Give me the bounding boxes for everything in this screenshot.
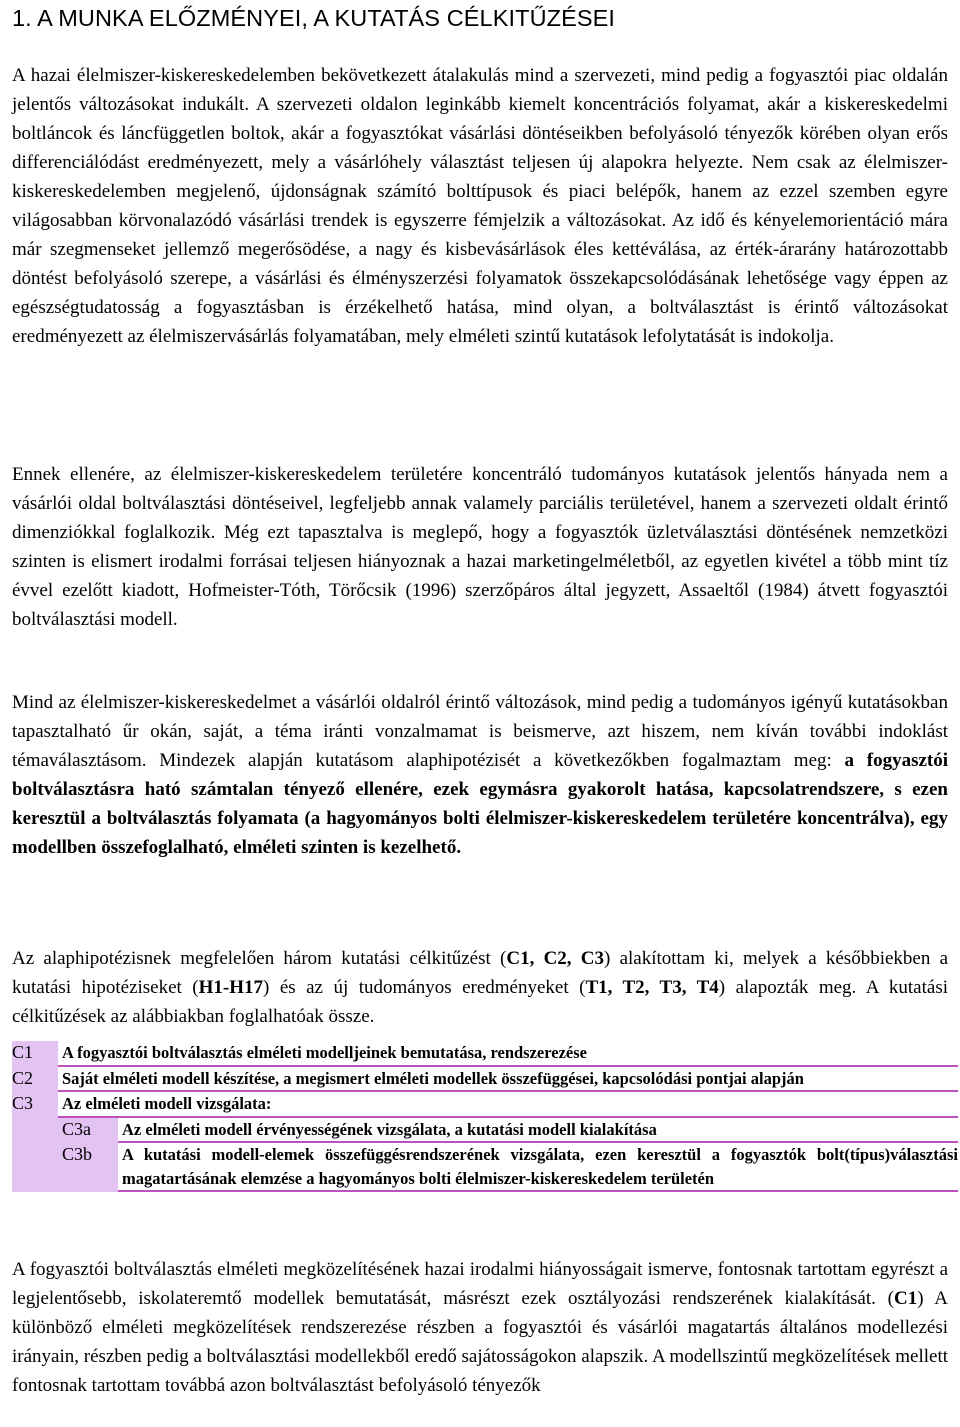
p4-code-c1: C1 <box>506 948 530 969</box>
chapter-heading: 1. A MUNKA ELŐZMÉNYEI, A KUTATÁS CÉLKITŰZÉSEI <box>12 5 616 31</box>
objective-text: A fogyasztói boltválasztás elméleti modelljeinek bemutatása, rendszerezése <box>58 1041 958 1067</box>
base-hypothesis: a fogyasztói boltválasztásra ható számtalan tényező ellenére, ezek egymásra gyakorolt hatása, kapcsolatrendszere, s ezen keresztül a boltválasztás folyamata (a hagyományos bolti élelmiszer-kiskereskedelem területére koncentrálva), egy modellben összefoglalható, elméleti szinten is kezelhető. <box>12 750 948 858</box>
paragraph-3-text: Mind az élelmiszer-kiskereskedelmet a vásárlói oldalról érintő változások, mind pedig a tudományos igényű kutatásokban tapasztalható űr okán, saját, a téma iránti vonzalmamat is beismerve, azt hiszem, nem kíván további indoklást témaválasztásom. Mindezek alapján kutatásom alaphipotézisét a következőkben fogalmaztam meg: <box>12 692 948 771</box>
paragraph-5 <box>12 1255 948 1400</box>
objective-code: C1 <box>12 1041 58 1067</box>
p4-text-3: ) és az új tudományos eredményeket ( <box>263 977 586 998</box>
paragraph-1: A hazai élelmiszer-kiskereskedelemben bekövetkezett átalakulás mind a szervezeti, mind pedig a fogyasztói piac oldalán jelentős változásokat indukált. A szervezeti oldalon leginkább kiemelt koncentrációs folyamat, akár a kiskereskedelmi boltláncok és láncfüggetlen boltok, akár a fogyasztókat vásárlási döntéseikben befolyásoló tényezők körében olyan erős differenciálódást eredményezett, mely a vásárlóhely választást teljesen új alapokra helyezte. Nem csak az élelmiszer-kiskereskedelemben megjelenő, újdonságnak számító bolttípusok és piaci belépők, hanem az ezzel szemben egyre világosabban körvonalazódó vásárlási trendek is egyszerre fémjelzik a változásokat. Az idő és kényelemorientáció mára már szegmenseket jellemző megerősödése, a nagy és kisbevásárlások éles kettéválása, az érték-árarány határozottabb döntést befolyásoló szerepe, a vásárlási és élményszerzési folyamatok összekapcsolódásának lehetősége vagy éppen az egészségtudatosság a fogyasztásban is érzékelhető hatása, mind olyan, a boltválasztást is érintő változásokat eredményezett az élelmiszervásárlás folyamatában, mely elméleti szintű kutatások lefolytatását is indokolja. <box>12 65 948 347</box>
p4-code-c3: C3 <box>580 948 605 969</box>
objective-row-c3 <box>12 1092 958 1192</box>
p5-text-2: ) A különböző elméleti megközelítések rendszerezése részben a fogyasztói és vásárlói magatartás általános modellezési irányain, részben pedig a boltválasztási modellekből eredő sajátosságokon alapszik. A modellszintű megközelítések mellett fontosnak tartottam továbbá azon boltválasztást befolyásoló tényezők <box>12 1288 949 1396</box>
p4-hypotheses: H1-H17 <box>198 977 264 998</box>
sub-objective-text: Az elméleti modell érvényességének vizsgálata, a kutatási modell kialakítása <box>118 1118 958 1144</box>
p4-results-codes: T1, T2, T3, T4 <box>585 977 719 998</box>
objective-c3-content <box>58 1092 958 1192</box>
p4-sep-1: , <box>529 948 544 969</box>
objective-code: C2 <box>12 1067 58 1093</box>
sub-objective-text: A kutatási modell-elemek összefüggésrendszerének vizsgálata, ezen keresztül a fogyasztók bolt(típus)választási magatartásának elemzése a hagyományos bolti élelmiszer-kiskereskedelem területén <box>118 1143 958 1192</box>
objectives-table <box>12 1041 958 1192</box>
objective-row-c3a <box>58 1118 958 1144</box>
p4-text-1: Az alaphipotézisnek megfelelően három kutatási célkitűzést ( <box>12 948 507 969</box>
sub-objective-code: C3b <box>58 1143 118 1192</box>
p4-code-c2: C2 <box>543 948 567 969</box>
objective-row-c2 <box>12 1067 958 1093</box>
p4-text-2: ) alakítottam ki, melyek a későbbiekben a kutatási hipotéziseket ( <box>12 948 949 998</box>
p5-code-c1: C1 <box>894 1288 918 1309</box>
paragraph-4 <box>12 944 948 1031</box>
paragraph-2: Ennek ellenére, az élelmiszer-kiskereskedelem területére koncentráló tudományos kutatások jelentős hányada nem a vásárlói oldal boltválasztási döntéseivel, legfeljebb annak valamely parciális területével, hanem a szervezeti oldalt érintő dimenziókkal foglalkozik. Még ezt tapasztalva is meglepő, hogy a fogyasztók üzletválasztási döntésének nemzetközi szinten is elismert irodalmi forrásai teljesen hiányoznak a hazai marketingelméletből, az egyetlen kivétel a több mint tíz évvel ezelőtt kiadott, Hofmeister-Tóth, Törőcsik (1996) szerzőpáros által jegyzett, Assaeltől (1984) átvett fogyasztói boltválasztási modell. <box>12 464 948 630</box>
objective-row-c1 <box>12 1041 958 1067</box>
objective-code: C3 <box>12 1092 58 1192</box>
p4-sep-2: , <box>566 948 581 969</box>
sub-objective-code: C3a <box>58 1118 118 1144</box>
objective-text: Saját elméleti modell készítése, a megismert elméleti modellek összefüggései, kapcsolódási pontjai alapján <box>58 1067 958 1093</box>
objective-row-c3b <box>58 1143 958 1192</box>
objective-text: Az elméleti modell vizsgálata: <box>58 1092 958 1118</box>
p5-text-1: A fogyasztói boltválasztás elméleti megközelítésének hazai irodalmi hiányosságait ismerve, fontosnak tartottam egyrészt a legjelentősebb, iskolateremtő modellek bemutatását, másrészt ezek osztályozási rendszerének kialakítását. ( <box>12 1259 948 1309</box>
p4-text-4: ) alapozták meg. A kutatási célkitűzések az alábbiakban foglalhatóak össze. <box>12 977 948 1027</box>
paragraph-3 <box>12 688 948 862</box>
